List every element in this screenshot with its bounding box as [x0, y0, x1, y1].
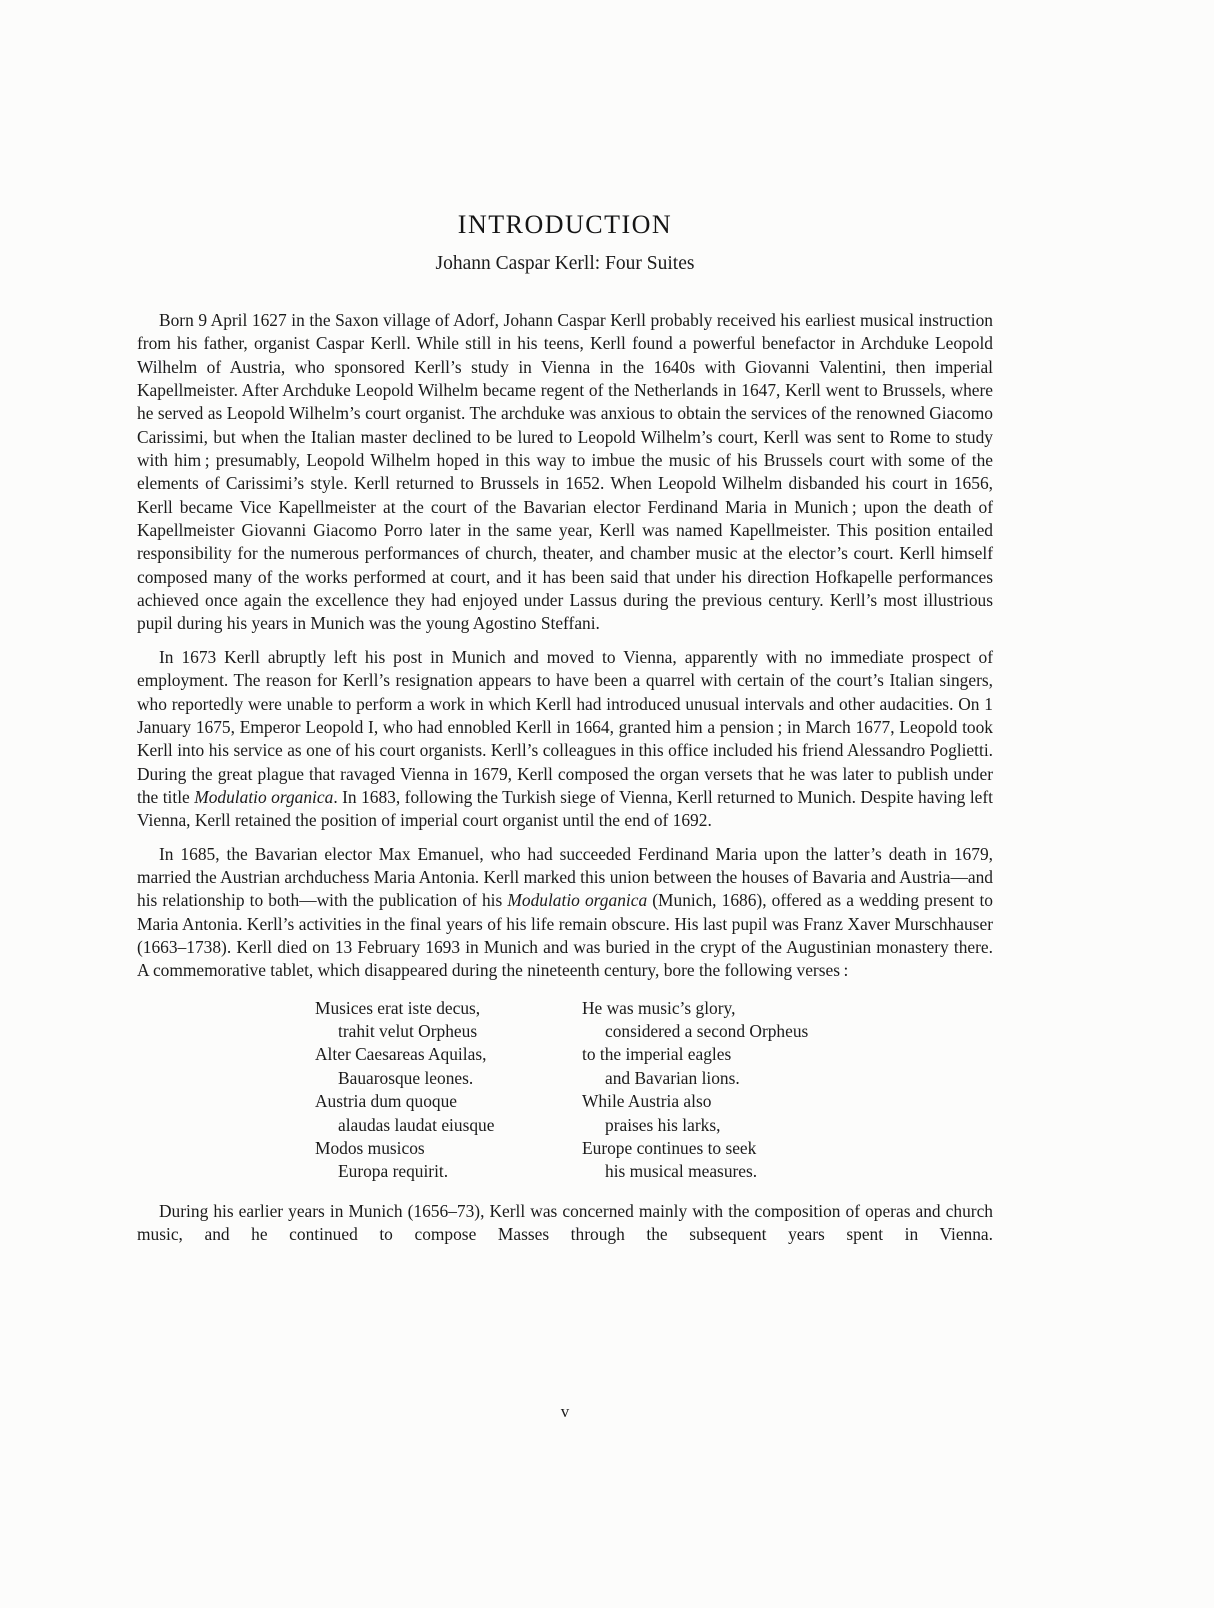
italic-text: Modulatio organica [507, 890, 648, 911]
verse-line: While Austria also [582, 1091, 712, 1112]
paragraph-text: In 1673 Kerll abruptly left his post in Munich and moved to Vienna, apparently with no immediate prospect of employment. The reason for Kerll’s resignation appears to have been a quarrel with certain of the court’s Italian singers, who reportedly were unable to perform a work in which Kerll had introduced unusual intervals and other audacities. On 1 January 1675, Emperor Leopold I, who had ennobled Kerll in 1664, granted him a pension ; in March 1677, Leopold took Kerll into his service as one of his court organists. Kerll’s colleagues in this office included his friend Alessandro Poglietti. During the great plague that ravaged Vienna in 1679, Kerll composed the organ versets that he was later to publish under the title [137, 646, 993, 807]
verse-line: Austria dum quoque [315, 1091, 458, 1112]
verse-block [137, 997, 993, 1184]
verse-line: Modos musicos [315, 1138, 425, 1159]
paragraph [137, 843, 993, 983]
verse-line: alaudas laudat eiusque [338, 1114, 495, 1135]
verse-column-latin [315, 997, 582, 1184]
verse-line: Musices erat iste decus, [315, 997, 481, 1018]
verse-line: considered a second Orpheus [605, 1021, 809, 1042]
italic-text: Modulatio organica [194, 786, 334, 807]
verse-line: Alter Caesareas Aquilas, [315, 1044, 487, 1065]
verse-line: Europa requirit. [338, 1161, 449, 1182]
paragraph-text: Born 9 April 1627 in the Saxon village of Adorf, Johann Caspar Kerll probably received his earliest musical instruction from his father, organist Caspar Kerll. While still in his teens, Kerll found a powerful benefactor in Archduke Leopold Wilhelm of Austria, who sponsored Kerll’s study in Vienna in the 1640s with Giovanni Valentini, then imperial Kapellmeister. After Archduke Leopold Wilhelm became regent of the Netherlands in 1647, Kerll went to Brussels, where he served as Leopold Wilhelm’s court organist. The archduke was anxious to obtain the services of the renowned Giacomo Carissimi, but when the Italian master declined to be lured to Leopold Wilhelm’s court, Kerll was sent to Rome to study with him ; presumably, Leopold Wilhelm hoped in this way to imbue the music of his Brussels court with some of the elements of Carissimi’s style. Kerll returned to Brussels in 1652. When Leopold Wilhelm disbanded his court in 1656, Kerll became Vice Kapellmeister at the court of the Bavarian elector Ferdinand Maria in Munich ; upon the death of Kapellmeister Giovanni Giacomo Porro later in the same year, Kerll was named Kapellmeister. This position entailed responsibility for the numerous performances of church, theater, and chamber music at the elector’s court. Kerll himself composed many of the works performed at court, and it has been said that under his direction Hofkapelle performances achieved once again the excellence they had enjoyed under Lassus during the previous century. Kerll’s most illustrious pupil during his years in Munich was the young Agostino Steffani. [137, 310, 993, 634]
page-subtitle: Johann Caspar Kerll: Four Suites [435, 253, 695, 274]
verse-line: and Bavarian lions. [605, 1067, 740, 1088]
page-number: v [560, 1402, 570, 1421]
body-text-continued [137, 1200, 993, 1247]
verse-column-english [582, 997, 993, 1184]
paragraph [137, 309, 993, 636]
paragraph-text: During his earlier years in Munich (1656–73), Kerll was concerned mainly with the composition of operas and church music, and he continued to compose Masses through the subsequent years spent in Vienna. [137, 1200, 993, 1245]
verse-line: Europe continues to seek [582, 1138, 757, 1159]
verse-line: trahit velut Orpheus [338, 1021, 478, 1042]
verse-line: praises his larks, [605, 1114, 721, 1135]
paragraph-text: . In 1683, following the Turkish siege of Vienna, Kerll returned to Munich. Despite having left Vienna, Kerll retained the position of imperial court organist until the end of 1692. [137, 786, 993, 831]
paragraph [137, 1200, 993, 1247]
verse-line: his musical measures. [605, 1161, 758, 1182]
verse-line: to the imperial eagles [582, 1044, 732, 1065]
paragraph-text: In 1685, the Bavarian elector Max Emanuel, who had succeeded Ferdinand Maria upon the latter’s death in 1679, married the Austrian archduchess Maria Antonia. Kerll marked this union between the houses of Bavaria and Austria—and his relationship to both—with the publication of his [137, 843, 993, 911]
page-title: INTRODUCTION [457, 210, 673, 239]
paragraph [137, 646, 993, 833]
verse-line: He was music’s glory, [582, 997, 736, 1018]
scanned-book-page [137, 0, 993, 1608]
verse-line: Bauarosque leones. [338, 1067, 474, 1088]
body-text [137, 309, 993, 983]
paragraph-text: (Munich, 1686), offered as a wedding present to Maria Antonia. Kerll’s activities in the final years of his life remain obscure. His last pupil was Franz Xaver Murschhauser (1663–1738). Kerll died on 13 February 1693 in Munich and was buried in the crypt of the Augustinian monastery there. A commemorative tablet, which disappeared during the nineteenth century, bore the following verses : [137, 890, 994, 981]
